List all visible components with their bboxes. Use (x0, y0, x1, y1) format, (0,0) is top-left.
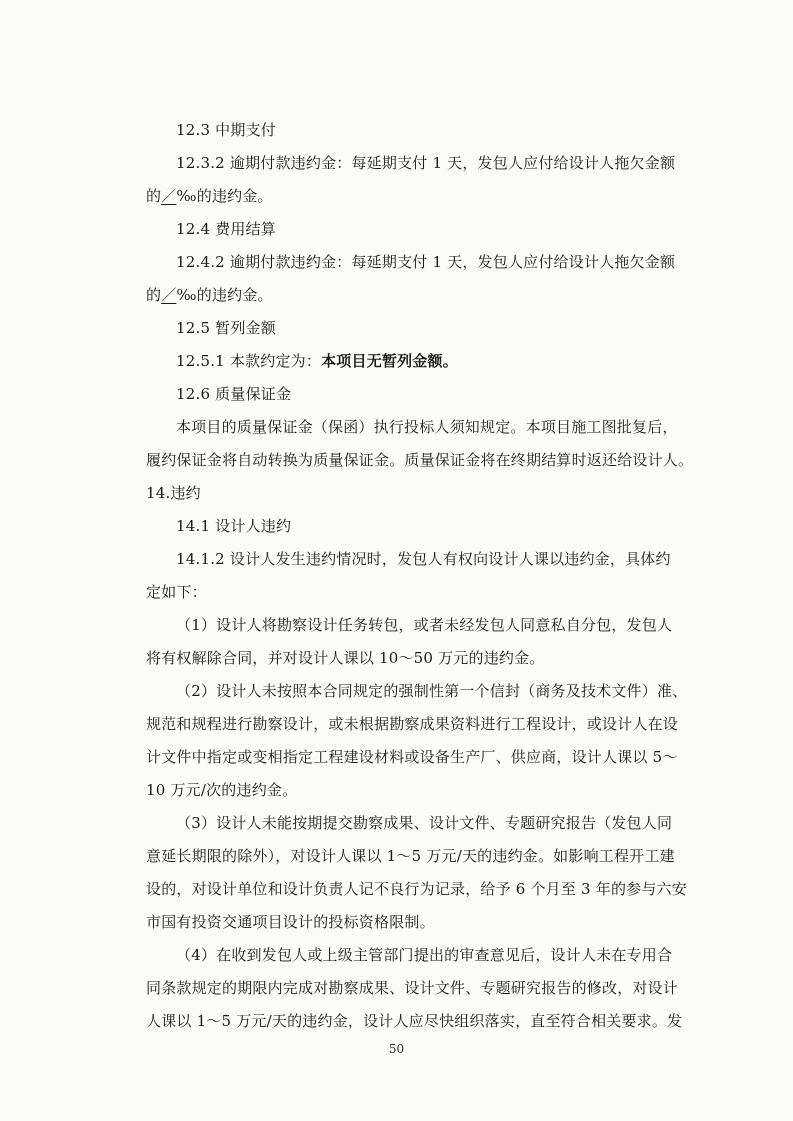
heading-14-1: 14.1 设计人违约 (176, 517, 292, 535)
paragraph-14-1-2: 14.1.2 设计人发生违约情况时，发包人有权向设计人课以违约金，具体约 (176, 550, 671, 568)
item-2-line-1: （2）设计人未按照本合同规定的强制性第一个信封（商务及技术文件）准、 (176, 682, 688, 700)
paragraph-12-3-2: 12.3.2 逾期付款违约金：每延期支付 1 天，发包人应付给设计人拖欠金额 (176, 154, 676, 172)
item-3-line-2: 意延长期限的除外），对设计人课以 1～5 万元/天的违约金。如影响工程开工建 (146, 847, 675, 865)
heading-12-3: 12.3 中期支付 (176, 121, 276, 139)
heading-14: 14.违约 (146, 484, 201, 502)
paragraph-12-5-1: 12.5.1 本款约定为：本项目无暂列金额。 (176, 352, 458, 370)
heading-12-6: 12.6 质量保证金 (176, 385, 292, 403)
blank-rate: ／ (161, 286, 177, 304)
paragraph-quality-1: 本项目的质量保证金（保函）执行投标人须知规定。本项目施工图批复后， (176, 418, 678, 436)
paragraph-12-4-2: 12.4.2 逾期付款违约金：每延期支付 1 天，发包人应付给设计人拖欠金额 (176, 253, 676, 271)
item-3-line-4: 市国有投资交通项目设计的投标资格限制。 (146, 913, 435, 931)
paragraph-12-3-2-cont: 的／‰的违约金。 (146, 187, 273, 205)
paragraph-14-1-2-cont: 定如下： (146, 583, 207, 601)
item-2-line-2: 规范和规程进行勘察设计，或未根据勘察成果资料进行工程设计，或设计人在设 (146, 715, 679, 733)
paragraph-quality-2: 履约保证金将自动转换为质量保证金。质量保证金将在终期结算时返还给设计人。 (146, 451, 694, 469)
item-2-line-3: 计文件中指定或变相指定工程建设材料或设备生产厂、供应商，设计人课以 5～ (146, 748, 678, 766)
blank-rate: ／ (161, 187, 177, 205)
item-4-line-2: 同条款规定的期限内完成对勘察成果、设计文件、专题研究报告的修改，对设计 (146, 979, 679, 997)
item-3-line-1: （3）设计人未能按期提交勘察成果、设计文件、专题研究报告（发包人同 (176, 814, 673, 832)
item-4-line-1: （4）在收到发包人或上级主管部门提出的审查意见后，设计人未在专用合 (176, 946, 673, 964)
bold-statement: 本项目无暂列金额。 (321, 352, 458, 370)
page-number: 50 (388, 1042, 405, 1056)
item-3-line-3: 设的，对设计单位和设计负责人记不良行为记录，给予 6 个月至 3 年的参与六安 (146, 880, 687, 898)
item-1-line-2: 将有权解除合同，并对设计人课以 10～50 万元的违约金。 (146, 649, 545, 667)
item-4-line-3: 人课以 1～5 万元/天的违约金，设计人应尽快组织落实，直至符合相关要求。发 (146, 1012, 683, 1030)
item-2-line-4: 10 万元/次的违约金。 (146, 781, 298, 799)
item-1-line-1: （1）设计人将勘察设计任务转包，或者未经发包人同意私自分包，发包人 (176, 616, 673, 634)
heading-12-5: 12.5 暂列金额 (176, 319, 276, 337)
paragraph-12-4-2-cont: 的／‰的违约金。 (146, 286, 273, 304)
heading-12-4: 12.4 费用结算 (176, 220, 276, 238)
